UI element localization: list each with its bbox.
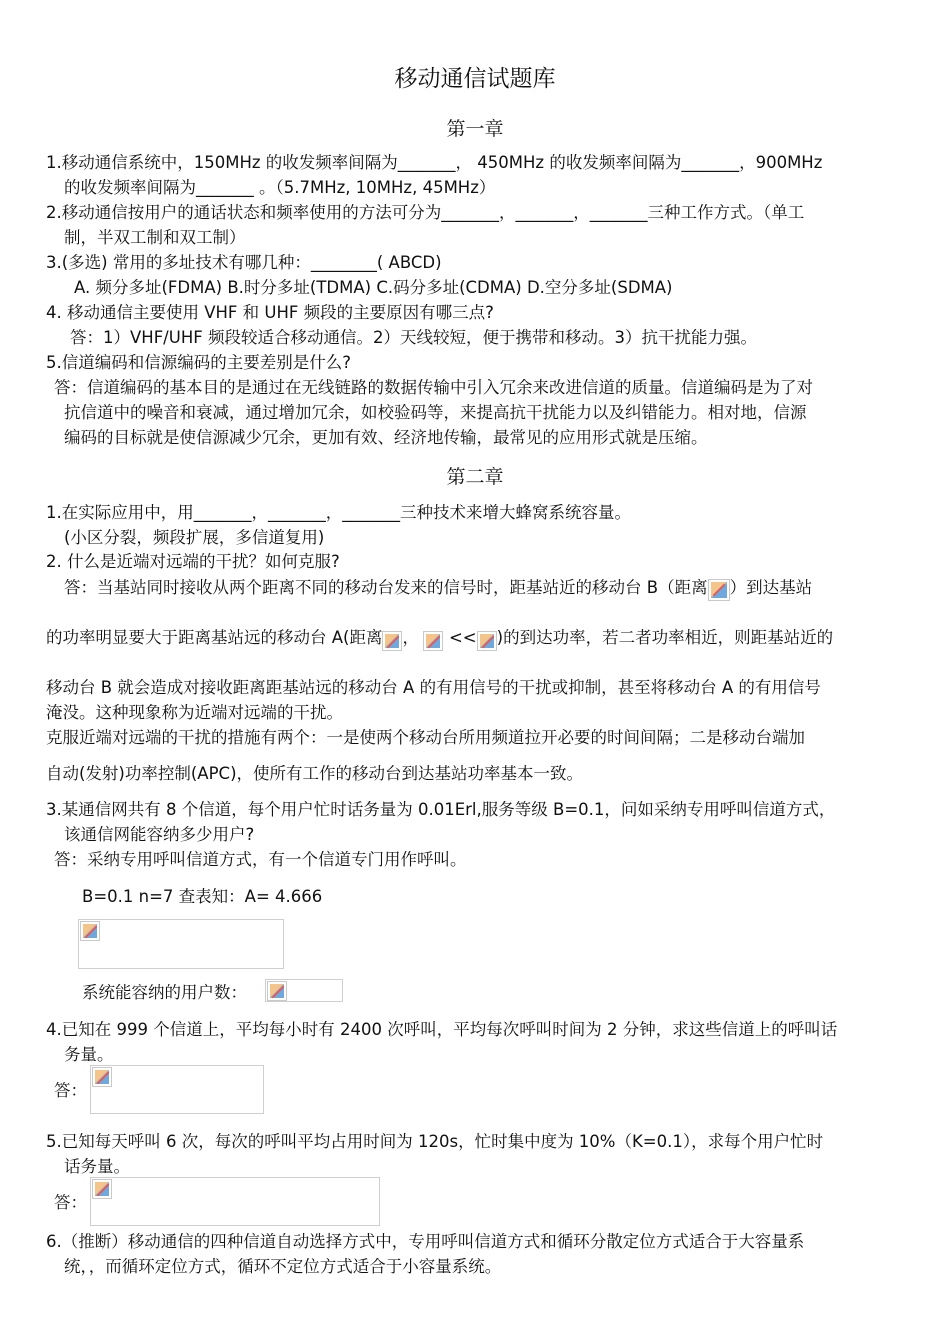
- broken-image-icon: [92, 1067, 112, 1087]
- answer-text: 答：1）VHF/UHF 频段较适合移动通信。2）天线较短，便于携带和移动。3）抗干扰能力强。: [70, 328, 757, 347]
- answer-text-part: )的到达功率，若二者功率相近，则距基站近的: [496, 628, 834, 647]
- broken-image-icon: [382, 631, 402, 651]
- question-text: 4. 移动通信主要使用 VHF 和 UHF 频段的主要原因有哪三点?: [46, 303, 494, 322]
- answer-text: 移动台 B 就会造成对接收距离距基站远的移动台 A 的有用信号的干扰或抑制，甚至将移动台 A 的有用信号: [46, 678, 821, 697]
- formula-image-frame: [90, 1177, 380, 1226]
- question-text: 6.（推断）移动通信的四种信道自动选择方式中，专用呼叫信道方式和循环分散定位方式适合于大容量系: [46, 1232, 805, 1251]
- answer-text: 淹没。这种现象称为近端对远端的干扰。: [46, 703, 343, 722]
- answer-text: 答：信道编码的基本目的是通过在无线链路的数据传输中引入冗余来改进信道的质量。信道编码是为了对: [54, 378, 813, 397]
- answer-text: [46, 627, 833, 651]
- broken-image-icon: [267, 981, 287, 1001]
- broken-image-icon: [92, 1179, 112, 1199]
- document-title: 移动通信试题库: [394, 66, 556, 92]
- answer-text: [64, 577, 812, 601]
- formula-image-frame: [78, 919, 284, 969]
- answer-text-part: 答：当基站同时接收从两个距离不同的移动台发来的信号时，距基站近的移动台 B（距离: [64, 578, 708, 597]
- question-text: 1.移动通信系统中，150MHz 的收发频率间隔为_______， 450MHz 的收发频率间隔为_______，900MHz: [46, 153, 823, 172]
- formula-image-frame: [265, 979, 343, 1002]
- answer-text-part: 系统能容纳的用户数：: [82, 983, 247, 1002]
- answer-text: 抗信道中的噪音和衰减，通过增加冗余，如校验码等，来提高抗干扰能力以及纠错能力。相对地，信源: [64, 403, 807, 422]
- answer-text-part: 的功率明显要大于距离基站远的移动台 A(距离: [46, 628, 383, 647]
- broken-image-icon: [477, 631, 497, 651]
- answer-text: B=0.1 n=7 查表知：A= 4.666: [82, 887, 323, 906]
- question-text: 3.(多选) 常用的多址技术有哪几种：________( ABCD): [46, 253, 442, 272]
- question-text: 5.信道编码和信源编码的主要差别是什么?: [46, 353, 352, 372]
- chapter-1-heading: 第一章: [446, 118, 504, 140]
- question-text: 务量。: [64, 1045, 114, 1064]
- broken-image-icon: [423, 631, 443, 651]
- answer-text: 自动(发射)功率控制(APC)，使所有工作的移动台到达基站功率基本一致。: [46, 764, 584, 783]
- answer-text: 克服近端对远端的干扰的措施有两个：一是使两个移动台所用频道拉开必要的时间间隔；二是移动台端加: [46, 728, 805, 747]
- question-text: 统，，而循环定位方式，循环不定位方式适合于小容量系统。: [64, 1257, 502, 1276]
- formula-image-frame: [90, 1065, 264, 1114]
- option-list: A. 频分多址(FDMA) B.时分多址(TDMA) C.码分多址(CDMA) D.空分多址(SDMA): [74, 278, 673, 297]
- broken-image-icon: [708, 579, 730, 601]
- question-text: 5.已知每天呼叫 6 次，每次的呼叫平均占用时间为 120s，忙时集中度为 10%（K=0.1），求每个用户忙时: [46, 1132, 824, 1151]
- answer-text-part: <<: [448, 628, 477, 647]
- broken-image-icon: [80, 921, 100, 941]
- answer-text: (小区分裂，频段扩展，多信道复用): [64, 528, 325, 547]
- answer-text: [82, 982, 247, 1004]
- question-text: 制，半双工制和双工制）: [64, 228, 246, 247]
- answer-text-part: ，: [402, 628, 419, 647]
- answer-text: 答：采纳专用呼叫信道方式，有一个信道专门用作呼叫。: [54, 850, 467, 869]
- question-text: 话务量。: [64, 1157, 130, 1176]
- question-text: 2. 什么是近端对远端的干扰？如何克服?: [46, 552, 340, 571]
- answer-text-part: ）到达基站: [729, 578, 813, 597]
- answer-label: 答：: [54, 1081, 87, 1100]
- question-text: 1.在实际应用中，用_______，_______，_______三种技术来增大蜂窝系统容量。: [46, 503, 631, 522]
- question-text: 3.某通信网共有 8 个信道，每个用户忙时话务量为 0.01Erl,服务等级 B=0.1，问如采纳专用呼叫信道方式，: [46, 800, 836, 819]
- question-text: 4.已知在 999 个信道上，平均每小时有 2400 次呼叫，平均每次呼叫时间为 2 分钟，求这些信道上的呼叫话: [46, 1020, 838, 1039]
- question-text: 该通信网能容纳多少用户?: [64, 825, 255, 844]
- answer-text: 编码的目标就是使信源减少冗余，更加有效、经济地传输，最常见的应用形式就是压缩。: [64, 428, 708, 447]
- question-text: 的收发频率间隔为_______ 。（5.7MHz, 10MHz, 45MHz）: [64, 178, 496, 197]
- question-text: 2.移动通信按用户的通话状态和频率使用的方法可分为_______，_______，_______三种工作方式。（单工: [46, 203, 805, 222]
- chapter-2-heading: 第二章: [446, 466, 504, 488]
- answer-label: 答：: [54, 1193, 87, 1212]
